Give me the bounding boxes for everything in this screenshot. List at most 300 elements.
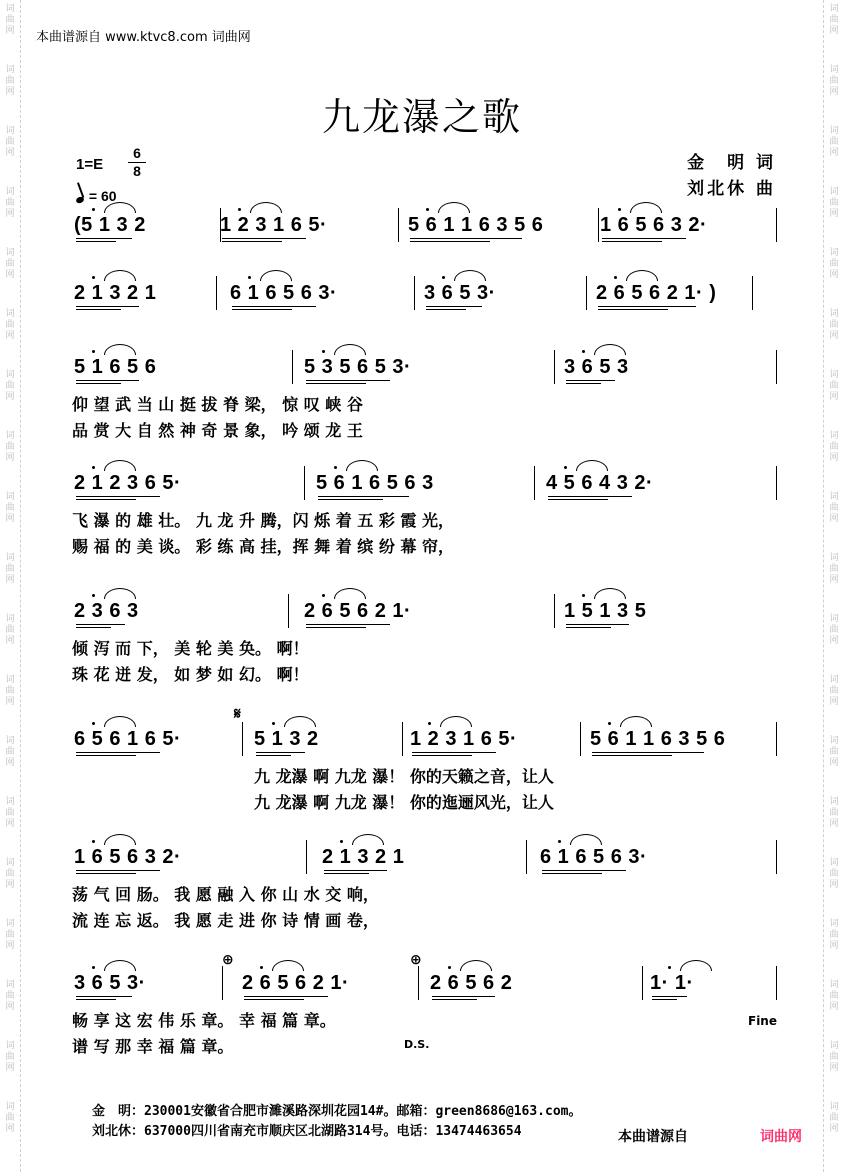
- side-watermark-char: 曲: [829, 198, 839, 208]
- beam-line: [76, 306, 139, 307]
- barline: [776, 208, 777, 242]
- octave-dot: [92, 840, 95, 843]
- octave-dot: [92, 966, 95, 969]
- beam-line: [76, 627, 111, 628]
- beam-line: [76, 996, 132, 997]
- beam-line: [306, 627, 366, 628]
- beam-line: [76, 999, 116, 1000]
- slur-mark: [440, 716, 472, 727]
- side-watermark-char: 曲: [5, 1052, 15, 1062]
- measure-notes: 1 2 3 1 6 5·: [220, 214, 328, 236]
- side-watermark-char: 曲: [829, 564, 839, 574]
- quarter-note-icon: [75, 196, 85, 204]
- side-watermark-mark: [826, 553, 842, 586]
- tempo-marking: [76, 188, 117, 204]
- fine-mark: Fine: [748, 1014, 777, 1028]
- side-watermark-char: 网: [829, 392, 839, 402]
- slur-mark: [620, 716, 652, 727]
- side-watermark-char: 词: [5, 858, 15, 868]
- lyric-line: 品 赏 大 自 然 神 奇 景 象， 吟 颂 龙 王: [72, 421, 363, 440]
- side-watermark-char: 网: [5, 1002, 15, 1012]
- side-watermark-char: 网: [829, 880, 839, 890]
- side-watermark-char: 词: [829, 1102, 839, 1112]
- beam-line: [76, 870, 160, 871]
- key-signature: 1=E: [76, 156, 104, 173]
- measure-notes: 2 6 5 6 2 1· ): [596, 282, 717, 304]
- side-watermark-mark: [826, 980, 842, 1013]
- side-watermark-char: 词: [5, 797, 15, 807]
- octave-dot: [668, 966, 671, 969]
- lyric-line: 珠 花 迸 发， 如 梦 如 幻。 啊！: [72, 665, 309, 684]
- side-watermark-char: 词: [5, 553, 15, 563]
- octave-dot: [92, 276, 95, 279]
- octave-dot: [92, 208, 95, 211]
- side-watermark-char: 词: [829, 370, 839, 380]
- side-watermark-mark: [2, 492, 18, 525]
- measure-notes: 2 1 2 3 6 5·: [74, 472, 182, 494]
- side-watermark-char: 词: [829, 980, 839, 990]
- time-signature-top: 6: [133, 145, 141, 161]
- side-watermark-char: 网: [829, 941, 839, 951]
- slur-mark: [272, 960, 304, 971]
- notes-row: [70, 282, 778, 312]
- barline: [402, 722, 403, 756]
- bottom-watermark-source: 本曲谱源自: [614, 1126, 692, 1146]
- beam-line: [566, 380, 615, 381]
- octave-dot: [334, 466, 337, 469]
- side-watermark-mark: [826, 309, 842, 342]
- barline: [398, 208, 399, 242]
- beam-line: [306, 380, 390, 381]
- side-watermark-char: 词: [829, 492, 839, 502]
- side-watermark-char: 曲: [5, 442, 15, 452]
- segno-sign: 𝄋: [234, 704, 241, 723]
- side-watermark-char: 词: [829, 858, 839, 868]
- right-border-line: [823, 0, 824, 1172]
- side-watermark-char: 网: [5, 1063, 15, 1073]
- octave-dot: [92, 594, 95, 597]
- side-watermark-char: 曲: [5, 381, 15, 391]
- slur-mark: [680, 960, 712, 971]
- beam-line: [410, 241, 490, 242]
- octave-dot: [426, 208, 429, 211]
- side-watermark-char: 曲: [5, 320, 15, 330]
- side-watermark-char: 曲: [5, 869, 15, 879]
- slur-mark: [454, 270, 486, 281]
- side-watermark-char: 曲: [5, 1113, 15, 1123]
- barline: [776, 466, 777, 500]
- octave-dot: [260, 966, 263, 969]
- beam-line: [432, 996, 495, 997]
- octave-dot: [582, 594, 585, 597]
- measure-notes: 5 1 3 2: [254, 728, 319, 750]
- notes-row: [70, 846, 778, 876]
- side-watermark-char: 曲: [829, 930, 839, 940]
- beam-line: [76, 241, 116, 242]
- slur-mark: [104, 834, 136, 845]
- octave-dot: [614, 276, 617, 279]
- beam-line: [306, 624, 390, 625]
- side-watermark-char: 网: [829, 697, 839, 707]
- notes-row: [70, 972, 778, 1002]
- side-watermark-char: 网: [5, 697, 15, 707]
- lyric-line: 仰 望 武 当 山 挺 拔 脊 梁， 惊 叹 峡 谷: [72, 395, 363, 414]
- side-watermark-char: 词: [829, 248, 839, 258]
- octave-dot: [448, 966, 451, 969]
- barline: [306, 840, 307, 874]
- measure-notes: 5 3 5 6 5 3·: [304, 356, 412, 378]
- beam-line: [412, 752, 496, 753]
- side-watermark-char: 词: [829, 65, 839, 75]
- side-watermark-mark: [2, 248, 18, 281]
- beam-line: [324, 870, 387, 871]
- beam-line: [592, 755, 672, 756]
- beam-line: [566, 627, 611, 628]
- notes-row: [70, 472, 778, 502]
- beam-line: [432, 999, 477, 1000]
- side-watermark-char: 词: [829, 553, 839, 563]
- slur-mark: [104, 344, 136, 355]
- barline: [220, 208, 221, 242]
- octave-dot: [618, 208, 621, 211]
- side-watermark-char: 曲: [5, 747, 15, 757]
- slur-mark: [594, 344, 626, 355]
- beam-line: [306, 383, 366, 384]
- side-watermark-char: 网: [829, 331, 839, 341]
- side-watermark-mark: [2, 614, 18, 647]
- beam-line: [602, 238, 686, 239]
- side-watermark-char: 曲: [5, 76, 15, 86]
- beam-line: [566, 624, 629, 625]
- side-watermark-mark: [826, 370, 842, 403]
- side-watermark-char: 曲: [829, 1113, 839, 1123]
- octave-dot: [608, 722, 611, 725]
- measure-notes: 2 6 5 6 2 1·: [242, 972, 350, 994]
- lyric-line: 畅 享 这 宏 伟 乐 章。 幸 福 篇 章。: [72, 1011, 336, 1030]
- side-watermark-char: 曲: [829, 625, 839, 635]
- notes-row: [70, 214, 778, 244]
- slur-mark: [104, 202, 136, 213]
- time-signature: [128, 146, 146, 179]
- side-watermark-char: 词: [5, 370, 15, 380]
- barline: [776, 840, 777, 874]
- beam-line: [592, 752, 704, 753]
- beam-line: [76, 238, 132, 239]
- barline: [554, 350, 555, 384]
- barline: [414, 276, 415, 310]
- side-watermark-char: 词: [5, 431, 15, 441]
- slur-mark: [352, 834, 384, 845]
- side-watermark-mark: [2, 919, 18, 952]
- side-watermark-char: 词: [829, 797, 839, 807]
- side-watermark-mark: [2, 370, 18, 403]
- measure-notes: 3 6 5 3: [564, 356, 629, 378]
- side-watermark-char: 词: [829, 309, 839, 319]
- side-watermark-char: 词: [5, 614, 15, 624]
- side-watermark-char: 曲: [5, 808, 15, 818]
- song-title: 九龙瀑之歌: [321, 95, 522, 139]
- measure-notes: 1 6 5 6 3 2·: [600, 214, 708, 236]
- measure-notes: 6 5 6 1 6 5·: [74, 728, 182, 750]
- measure-notes: 5 1 6 5 6: [74, 356, 157, 378]
- side-watermark-mark: [826, 797, 842, 830]
- barline: [526, 840, 527, 874]
- beam-line: [318, 499, 383, 500]
- beam-line: [76, 309, 121, 310]
- beam-line: [598, 306, 696, 307]
- slur-mark: [104, 588, 136, 599]
- beam-line: [542, 873, 602, 874]
- beam-line: [76, 873, 136, 874]
- side-watermark-char: 词: [5, 1041, 15, 1051]
- side-watermark-char: 曲: [5, 15, 15, 25]
- side-watermark-char: 曲: [829, 320, 839, 330]
- side-watermark-char: 曲: [829, 686, 839, 696]
- side-watermark-mark: [2, 187, 18, 220]
- side-watermark-mark: [2, 1041, 18, 1074]
- octave-dot: [92, 350, 95, 353]
- slur-mark: [438, 202, 470, 213]
- side-watermark-char: 网: [829, 270, 839, 280]
- side-watermark-char: 网: [829, 819, 839, 829]
- beam-line: [426, 306, 482, 307]
- side-watermark-char: 曲: [829, 15, 839, 25]
- side-watermark-char: 网: [5, 1124, 15, 1134]
- side-watermark-mark: [826, 736, 842, 769]
- source-header: 本曲谱源自 www.ktvc8.com 词曲网: [36, 30, 251, 45]
- side-watermark-char: 网: [5, 636, 15, 646]
- beam-line: [244, 996, 328, 997]
- side-watermark-mark: [2, 675, 18, 708]
- side-watermark-mark: [2, 553, 18, 586]
- measure-notes: 1 6 5 6 3 2·: [74, 846, 182, 868]
- side-watermark-char: 词: [829, 4, 839, 14]
- slur-mark: [104, 270, 136, 281]
- side-watermark-mark: [826, 187, 842, 220]
- side-watermark-char: 曲: [5, 930, 15, 940]
- side-watermark-char: 词: [5, 309, 15, 319]
- ds-mark: D.S.: [404, 1038, 430, 1051]
- side-watermark-mark: [2, 431, 18, 464]
- side-watermark-char: 词: [5, 126, 15, 136]
- slur-mark: [284, 716, 316, 727]
- side-watermark-char: 词: [5, 675, 15, 685]
- side-watermark-char: 网: [829, 453, 839, 463]
- side-watermark-char: 网: [829, 209, 839, 219]
- side-watermark-char: 网: [829, 87, 839, 97]
- beam-line: [318, 496, 409, 497]
- lyric-line: 飞 瀑 的 雄 壮。 九 龙 升 腾，闪 烁 着 五 彩 霞 光，: [72, 511, 454, 530]
- side-watermark-char: 网: [829, 636, 839, 646]
- side-watermark-char: 词: [5, 4, 15, 14]
- measure-notes: 2 6 5 6 2 1·: [304, 600, 412, 622]
- side-watermark-char: 曲: [5, 503, 15, 513]
- side-watermark-char: 曲: [829, 869, 839, 879]
- notes-row: [70, 356, 778, 386]
- side-watermark-char: 网: [5, 941, 15, 951]
- barline: [222, 966, 223, 1000]
- measure-notes: 1· 1·: [650, 972, 694, 994]
- barline: [288, 594, 289, 628]
- notes-row: [70, 728, 778, 758]
- octave-dot: [442, 276, 445, 279]
- side-watermark-char: 词: [829, 614, 839, 624]
- octave-dot: [92, 466, 95, 469]
- slur-mark: [594, 588, 626, 599]
- side-watermark-mark: [2, 1102, 18, 1135]
- beam-line: [76, 755, 136, 756]
- measure-notes: 6 1 6 5 6 3·: [540, 846, 648, 868]
- side-watermark-char: 曲: [829, 76, 839, 86]
- slur-mark: [630, 202, 662, 213]
- slur-mark: [346, 460, 378, 471]
- beam-line: [256, 752, 305, 753]
- beam-line: [76, 496, 160, 497]
- side-watermark-char: 网: [829, 514, 839, 524]
- slur-mark: [250, 202, 282, 213]
- beam-line: [652, 996, 687, 997]
- measure-notes: 5 6 1 1 6 3 5 6: [590, 728, 726, 750]
- footer-line-1: 金 明：230001安徽省合肥市濉溪路深圳花园14#。邮箱：green8686@163.com。: [92, 1104, 582, 1119]
- side-watermark-mark: [2, 309, 18, 342]
- octave-dot: [322, 594, 325, 597]
- side-watermark-char: 网: [829, 575, 839, 585]
- side-watermark-char: 词: [5, 919, 15, 929]
- side-watermark-char: 网: [5, 453, 15, 463]
- slur-mark: [570, 834, 602, 845]
- side-watermark-char: 词: [5, 65, 15, 75]
- lyricist-credit: 金 明 词: [687, 153, 776, 173]
- beam-line: [76, 383, 121, 384]
- side-watermark-char: 网: [829, 148, 839, 158]
- barline: [586, 276, 587, 310]
- side-watermark-char: 曲: [829, 991, 839, 1001]
- side-watermark-mark: [826, 858, 842, 891]
- side-watermark-char: 网: [5, 148, 15, 158]
- side-watermark-char: 曲: [5, 625, 15, 635]
- tempo-value: = 60: [88, 188, 117, 204]
- side-watermark-char: 曲: [829, 381, 839, 391]
- side-watermark-char: 曲: [5, 686, 15, 696]
- barline: [554, 594, 555, 628]
- slur-mark: [104, 716, 136, 727]
- side-watermark-mark: [2, 4, 18, 37]
- side-watermark-char: 词: [829, 1041, 839, 1051]
- side-watermark-char: 词: [5, 492, 15, 502]
- barline: [292, 350, 293, 384]
- side-watermark-char: 词: [5, 980, 15, 990]
- side-watermark-mark: [826, 675, 842, 708]
- beam-line: [222, 241, 282, 242]
- beam-line: [76, 752, 160, 753]
- lyric-line: 谱 写 那 幸 福 篇 章。: [72, 1037, 234, 1056]
- side-watermark-char: 曲: [5, 137, 15, 147]
- beam-line: [76, 380, 139, 381]
- slur-mark: [334, 588, 366, 599]
- side-watermark-char: 曲: [829, 137, 839, 147]
- side-watermark-char: 网: [829, 1002, 839, 1012]
- coda-sign: ⊕: [222, 952, 234, 968]
- octave-dot: [558, 840, 561, 843]
- beam-line: [256, 755, 291, 756]
- side-watermark-char: 网: [829, 26, 839, 36]
- lyric-line: 倾 泻 而 下， 美 轮 美 奂。 啊！: [72, 639, 309, 658]
- side-watermark-char: 网: [5, 819, 15, 829]
- barline: [776, 350, 777, 384]
- measure-notes: 1 5 1 3 5: [564, 600, 647, 622]
- octave-dot: [564, 466, 567, 469]
- beam-line: [602, 241, 662, 242]
- side-watermark-mark: [826, 1041, 842, 1074]
- measure-notes: (5 1 3 2: [74, 214, 146, 236]
- slur-mark: [334, 344, 366, 355]
- side-watermark-char: 网: [5, 880, 15, 890]
- side-watermark-char: 曲: [829, 442, 839, 452]
- beam-line: [222, 238, 306, 239]
- barline: [304, 466, 305, 500]
- octave-dot: [272, 722, 275, 725]
- measure-notes: 2 6 5 6 2: [430, 972, 513, 994]
- barline: [534, 466, 535, 500]
- side-watermark-char: 曲: [5, 198, 15, 208]
- beam-line: [244, 999, 304, 1000]
- side-watermark-char: 词: [829, 187, 839, 197]
- beam-line: [548, 496, 632, 497]
- beam-line: [76, 624, 125, 625]
- measure-notes: 2 3 6 3: [74, 600, 139, 622]
- side-watermark-char: 曲: [829, 1052, 839, 1062]
- side-watermark-char: 网: [829, 1063, 839, 1073]
- measure-notes: 5 6 1 1 6 3 5 6: [408, 214, 544, 236]
- side-watermark-char: 网: [5, 514, 15, 524]
- time-signature-bottom: 8: [133, 163, 141, 179]
- left-border-line: [20, 0, 21, 1172]
- side-watermark-char: 词: [829, 919, 839, 929]
- side-watermark-char: 词: [5, 736, 15, 746]
- lyric-line: 流 连 忘 返。 我 愿 走 进 你 诗 情 画 卷，: [72, 911, 379, 930]
- lyric-line: 赐 福 的 美 谈。 彩 练 高 挂，挥 舞 着 缤 纷 幕 帘，: [72, 537, 454, 556]
- beam-line: [598, 309, 668, 310]
- barline: [598, 208, 599, 242]
- beam-line: [76, 499, 136, 500]
- beam-line: [652, 999, 677, 1000]
- beam-line: [412, 755, 472, 756]
- coda-sign-second: ⊕: [410, 952, 422, 968]
- side-watermark-mark: [826, 1102, 842, 1135]
- beam-line: [548, 499, 608, 500]
- beam-line: [542, 870, 626, 871]
- side-watermark-char: 词: [829, 126, 839, 136]
- barline: [642, 966, 643, 1000]
- side-watermark-char: 曲: [829, 747, 839, 757]
- slur-mark: [260, 270, 292, 281]
- footer-line-2: 刘北休：637000四川省南充市顺庆区北湖路314号。电话：13474463654: [92, 1124, 522, 1139]
- side-watermark-char: 曲: [829, 808, 839, 818]
- octave-dot: [582, 350, 585, 353]
- side-watermark-char: 词: [5, 248, 15, 258]
- slur-mark: [104, 960, 136, 971]
- side-watermark-char: 网: [5, 87, 15, 97]
- beam-line: [410, 238, 522, 239]
- side-watermark-mark: [826, 248, 842, 281]
- barline: [242, 722, 243, 756]
- slur-mark: [104, 460, 136, 471]
- side-watermark-char: 词: [829, 431, 839, 441]
- side-watermark-char: 网: [5, 758, 15, 768]
- side-watermark-char: 曲: [5, 564, 15, 574]
- measure-notes: 4 5 6 4 3 2·: [546, 472, 654, 494]
- side-watermark-mark: [2, 797, 18, 830]
